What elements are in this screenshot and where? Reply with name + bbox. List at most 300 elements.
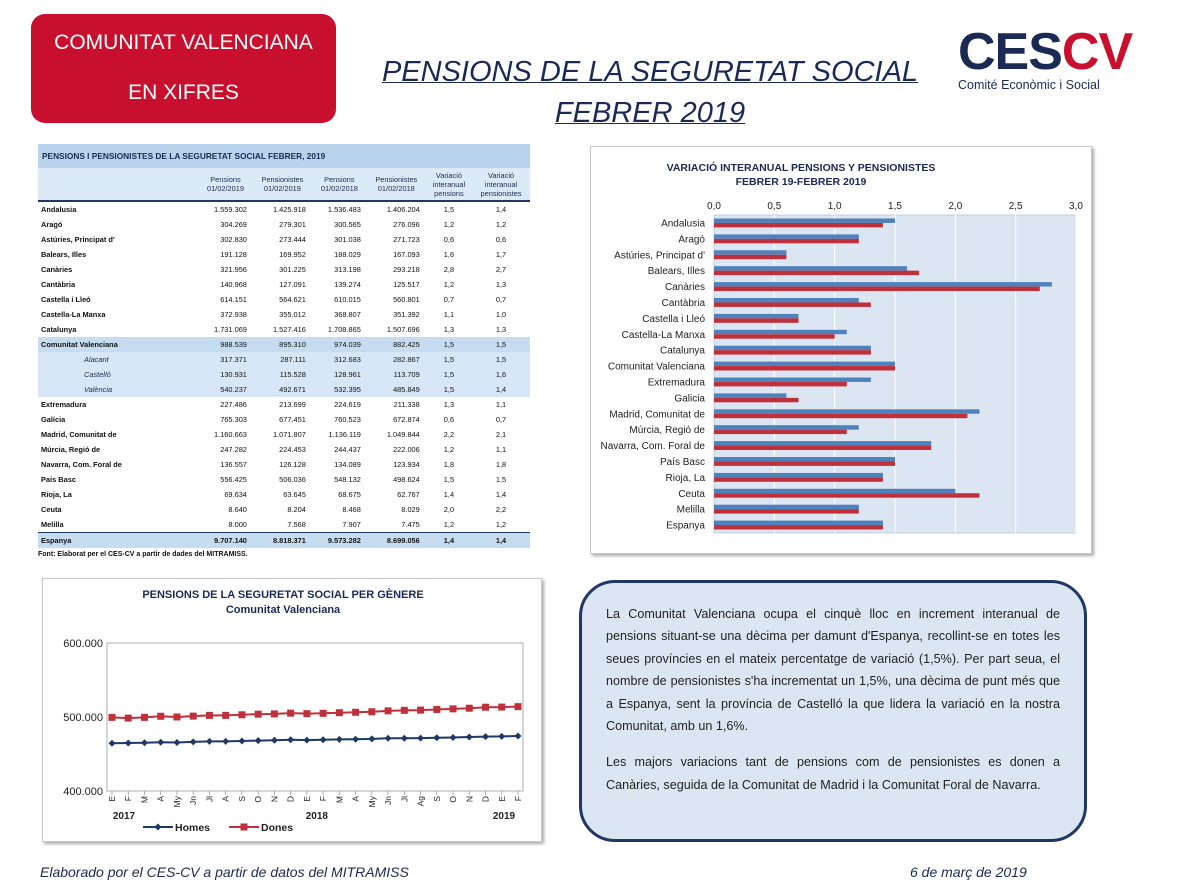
table-header-1 xyxy=(253,168,312,201)
bar-pensions xyxy=(714,250,786,254)
row-name: Canàries xyxy=(41,265,73,274)
table-cell: 8.204 xyxy=(287,505,306,514)
table-cell: 1,3 xyxy=(495,280,507,289)
table-cell: 1,2 xyxy=(495,520,507,529)
table-header-line: Pensionistes xyxy=(375,175,418,184)
table-cell: 1.536.483 xyxy=(327,205,361,214)
row-name: Castella i Lleó xyxy=(41,295,91,304)
table-cell: 227.486 xyxy=(220,400,247,409)
table-cell: 282.867 xyxy=(367,352,426,367)
table-cell: 304.269 xyxy=(220,220,247,229)
x-tick-label: Jn xyxy=(383,796,394,805)
table-cell: 895.310 xyxy=(253,337,312,352)
table-cell: 1,5 xyxy=(426,367,472,382)
table-row xyxy=(38,533,530,549)
table-cell: 7.475 xyxy=(401,520,420,529)
bar-pensionistes xyxy=(714,382,847,386)
row-name: País Basc xyxy=(41,475,76,484)
table-row xyxy=(38,262,530,277)
marker-homes xyxy=(515,732,522,739)
category-label: Castella-La Manxa xyxy=(621,329,705,341)
table-cell: 540.237 xyxy=(198,382,253,397)
marker-homes xyxy=(271,737,278,744)
table-header-line: Pensions xyxy=(210,175,241,184)
x-tick-label: Jn xyxy=(188,796,199,805)
table-cell: 1.406.204 xyxy=(386,205,420,214)
table-row xyxy=(38,517,530,533)
x-tick-label: F xyxy=(513,796,523,802)
table-cell: 211.338 xyxy=(393,400,420,409)
table-cell: 9.707.140 xyxy=(198,533,253,549)
category-label: Madrid, Comunitat de xyxy=(609,409,705,421)
marker-dones xyxy=(190,713,197,720)
bar-pensionistes xyxy=(714,271,919,275)
bar-pensionistes xyxy=(714,509,859,513)
commentary-box xyxy=(579,580,1087,842)
row-name: Balears, Illes xyxy=(41,250,87,259)
table-cell: 2,0 xyxy=(443,505,455,514)
table-cell: 279.301 xyxy=(279,220,306,229)
row-name: Astúries, Principat d' xyxy=(41,235,115,244)
badge-line1: COMUNITAT VALENCIANA xyxy=(54,31,313,54)
category-label: País Basc xyxy=(659,456,705,468)
x-tick-label: 0,0 xyxy=(707,201,721,212)
bar-pensionistes xyxy=(714,255,786,259)
y-tick-label: 600.000 xyxy=(63,638,103,650)
footer-source: Elaborado por el CES-CV a partir de datos del MITRAMISS xyxy=(40,864,409,880)
marker-homes xyxy=(368,735,375,742)
row-name: Castelló xyxy=(38,367,198,382)
table-cell: 68.675 xyxy=(338,490,361,499)
row-name: València xyxy=(38,382,198,397)
table-cell: 1,5 xyxy=(443,205,455,214)
table-cell: 532.395 xyxy=(312,382,367,397)
row-name: Melilla xyxy=(41,520,64,529)
table-cell: 498.624 xyxy=(393,475,420,484)
bar-pensions xyxy=(714,473,883,477)
table-cell: 1,3 xyxy=(495,325,507,334)
table-cell: 0,6 xyxy=(443,235,455,244)
table-header-line: 01/02/2018 xyxy=(320,184,358,193)
marker-homes xyxy=(109,740,116,747)
bar-pensions xyxy=(714,489,955,493)
title-line1: PENSIONS DE LA SEGURETAT SOCIAL xyxy=(381,56,919,88)
legend-label: Dones xyxy=(261,822,294,834)
table-cell: 134.089 xyxy=(334,460,361,469)
badge-line2: EN XIFRES xyxy=(128,81,239,104)
table-cell: 492.671 xyxy=(253,382,312,397)
table-cell: 62.767 xyxy=(397,490,420,499)
table-row xyxy=(38,397,530,412)
marker-dones xyxy=(336,709,343,716)
bar-pensionistes xyxy=(714,430,847,434)
table-cell: 2,1 xyxy=(495,430,507,439)
marker-homes xyxy=(450,734,457,741)
table-cell: 1,1 xyxy=(443,310,455,319)
table-cell: 191.128 xyxy=(220,250,247,259)
table-cell: 2,2 xyxy=(443,430,455,439)
table-cell: 0,6 xyxy=(443,415,455,424)
bar-pensionistes xyxy=(714,461,895,465)
table-cell: 1,2 xyxy=(443,280,455,289)
x-tick-label: Jl xyxy=(204,796,215,803)
table-cell: 556.425 xyxy=(220,475,247,484)
table-cell: 125.517 xyxy=(393,280,420,289)
table-cell: 1.049.844 xyxy=(386,430,420,439)
table-cell: 113.709 xyxy=(367,367,426,382)
page-title xyxy=(380,52,920,134)
table-cell: 224.453 xyxy=(279,445,306,454)
marker-homes xyxy=(141,739,148,746)
row-name: Aragó xyxy=(41,220,63,229)
table-cell: 247.282 xyxy=(220,445,247,454)
legend-marker xyxy=(155,824,162,831)
bar-pensions xyxy=(714,218,895,222)
category-label: Catalunya xyxy=(659,345,705,357)
table-cell: 1.136.119 xyxy=(328,430,361,439)
bar-pensions xyxy=(714,298,859,302)
table-cell: 69.634 xyxy=(224,490,247,499)
x-tick-label: M xyxy=(139,796,150,804)
bar-pensions xyxy=(714,393,786,397)
table-cell: 271.723 xyxy=(393,235,420,244)
x-tick-label: A xyxy=(350,796,361,802)
table-cell: 301.038 xyxy=(334,235,361,244)
row-name: Ceuta xyxy=(41,505,62,514)
x-tick-label: O xyxy=(448,796,459,803)
bar-pensions xyxy=(714,234,859,238)
x-tick-label: S xyxy=(236,796,247,802)
marker-dones xyxy=(450,705,457,712)
table-cell: 0,7 xyxy=(495,415,507,424)
commentary-paragraph-1: La Comunitat Valenciana ocupa el cinquè lloc en increment interanual de pensions situant-se una dècima per damunt d'Espanya, recollint-se en totes les seues províncies en el mateix percentatge de variació (1,5%). Per part seua, el nombre de pensionistes s'ha incrementat un 1,5%, una dècima de punt més que a Espanya, sent la província de Castelló la que lidera la variació en la nostra Comunitat, amb un 1,6%. xyxy=(606,607,1060,734)
marker-dones xyxy=(417,707,424,714)
table-cell: 222.006 xyxy=(393,445,420,454)
marker-dones xyxy=(466,705,473,712)
x-tick-label: O xyxy=(253,796,264,803)
title-line2: FEBRER 2019 xyxy=(554,97,746,129)
table-cell: 1,5 xyxy=(426,352,472,367)
marker-dones xyxy=(498,704,505,711)
category-label: Galicia xyxy=(674,393,705,405)
row-name: Alacant xyxy=(38,352,198,367)
x-tick-label: E xyxy=(301,796,312,802)
bar-pensionistes xyxy=(714,287,1040,291)
table-cell: 312.683 xyxy=(312,352,367,367)
marker-dones xyxy=(401,707,408,714)
marker-homes xyxy=(190,738,197,745)
table-cell: 1.425.918 xyxy=(273,205,306,214)
category-label: Aragó xyxy=(678,234,705,246)
table-cell: 368.807 xyxy=(334,310,361,319)
table-cell: 0,7 xyxy=(443,295,455,304)
table-cell: 7.907 xyxy=(342,520,361,529)
table-header-empty xyxy=(38,168,198,201)
table-cell: 1,1 xyxy=(495,445,507,454)
table-cell: 7.568 xyxy=(287,520,306,529)
table-cell: 372.938 xyxy=(220,310,247,319)
table-cell: 1,4 xyxy=(472,382,530,397)
table-cell: 1,7 xyxy=(495,250,507,259)
table-cell: 287.111 xyxy=(253,352,312,367)
table-header-line: interanual xyxy=(484,179,518,189)
table-title: PENSIONS I PENSIONISTES DE LA SEGURETAT SOCIAL FEBRER, 2019 xyxy=(38,144,530,168)
table-header-0 xyxy=(198,168,253,201)
category-label: Espanya xyxy=(666,520,705,532)
y-tick-label: 500.000 xyxy=(63,712,103,724)
logo-subtitle: Comité Econòmic i Social xyxy=(958,78,1100,92)
table-cell: 1,1 xyxy=(495,400,507,409)
table-cell: 1,2 xyxy=(495,220,507,229)
marker-dones xyxy=(433,706,440,713)
table-cell: 351.392 xyxy=(393,310,420,319)
bar-chart-title: VARIACIÓ INTERANUAL PENSIONS Y PENSIONISTES xyxy=(666,162,936,174)
bar-pensions xyxy=(714,282,1052,286)
table-cell: 1.527.416 xyxy=(273,325,306,334)
category-label: Navarra, Com. Foral de xyxy=(600,441,705,453)
table-cell: 614.151 xyxy=(220,295,247,304)
table-header-line: Pensions xyxy=(324,175,355,184)
table-cell: 276.096 xyxy=(393,220,420,229)
x-tick-label: F xyxy=(318,796,329,802)
x-tick-label: 2,0 xyxy=(948,201,963,212)
table-cell: 1,0 xyxy=(495,310,507,319)
bar-chart-panel xyxy=(590,146,1092,554)
table-header-4 xyxy=(426,168,472,201)
table-cell: 136.557 xyxy=(220,460,247,469)
table-row xyxy=(38,442,530,457)
table-cell: 1,5 xyxy=(472,352,530,367)
table-cell: 0,6 xyxy=(495,235,507,244)
table-cell: 130.931 xyxy=(198,367,253,382)
table-cell: 1.507.696 xyxy=(386,325,420,334)
marker-homes xyxy=(206,738,213,745)
row-name: Catalunya xyxy=(41,325,77,334)
line-chart-title: PENSIONS DE LA SEGURETAT SOCIAL PER GÈNERE xyxy=(142,589,424,601)
row-name: Madrid, Comunitat de xyxy=(41,430,117,439)
category-label: Comunitat Valenciana xyxy=(607,361,705,373)
table-cell: 1,4 xyxy=(443,490,455,499)
table-row xyxy=(38,382,530,397)
table-cell: 1,2 xyxy=(443,520,455,529)
bar-pensionistes xyxy=(714,334,835,338)
row-name: Múrcia, Regió de xyxy=(41,445,101,454)
x-tick-label: S xyxy=(431,796,442,802)
marker-dones xyxy=(482,704,489,711)
bar-pensionistes xyxy=(714,302,871,306)
table-cell: 167.093 xyxy=(393,250,420,259)
x-tick-label: 1,0 xyxy=(827,201,842,212)
table-header-2 xyxy=(312,168,367,201)
bar-pensionistes xyxy=(714,446,931,450)
marker-homes xyxy=(238,737,245,744)
category-label: Astúries, Principat d' xyxy=(614,250,705,262)
table-cell: 610.015 xyxy=(334,295,361,304)
x-tick-label: M xyxy=(334,796,345,804)
bar-pensions xyxy=(714,346,871,350)
bar-pensionistes xyxy=(714,350,871,354)
table-cell: 1.071.807 xyxy=(273,430,306,439)
table-cell: 1,6 xyxy=(443,250,455,259)
table-header-line: Variació xyxy=(435,170,462,180)
table-cell: 8.640 xyxy=(228,505,247,514)
table-cell: 882.425 xyxy=(367,337,426,352)
table-row xyxy=(38,292,530,307)
table-cell: 139.274 xyxy=(334,280,361,289)
table-row xyxy=(38,277,530,292)
marker-homes xyxy=(255,737,262,744)
row-name: Andalusia xyxy=(41,205,77,214)
series-line-dones xyxy=(112,707,518,718)
table-cell: 273.444 xyxy=(279,235,306,244)
table-cell: 1,4 xyxy=(472,533,530,549)
marker-dones xyxy=(368,708,375,715)
marker-homes xyxy=(466,734,473,741)
x-tick-label: Ag xyxy=(415,796,426,807)
category-label: Múrcia, Regió de xyxy=(629,425,705,437)
bar-pensionistes xyxy=(714,398,798,402)
row-name: Extremadura xyxy=(41,400,87,409)
bar-pensions xyxy=(714,377,871,381)
table-cell: 313.198 xyxy=(334,265,361,274)
marker-dones xyxy=(287,710,294,717)
table-header-line: pensions xyxy=(434,188,464,198)
bar-pensionistes xyxy=(714,366,895,370)
table-row xyxy=(38,337,530,352)
table-cell: 317.371 xyxy=(198,352,253,367)
logo-part1: CES xyxy=(958,23,1062,81)
marker-homes xyxy=(222,738,229,745)
bar-pensions xyxy=(714,362,895,366)
marker-dones xyxy=(222,712,229,719)
bar-pensionistes xyxy=(714,318,798,322)
x-tick-label: My xyxy=(366,796,377,808)
table-header-5 xyxy=(472,168,530,201)
table-cell: 677.451 xyxy=(279,415,306,424)
row-name: Galícia xyxy=(41,415,66,424)
bar-pensionistes xyxy=(714,239,859,243)
table-cell: 1,2 xyxy=(443,220,455,229)
table-cell: 974.039 xyxy=(312,337,367,352)
marker-dones xyxy=(320,710,327,717)
table-row xyxy=(38,201,530,217)
table-cell: 1,5 xyxy=(443,475,455,484)
marker-dones xyxy=(125,715,132,722)
table-row xyxy=(38,247,530,262)
bar-chart xyxy=(591,147,1091,553)
table-cell: 1,5 xyxy=(426,382,472,397)
table-cell: 672.874 xyxy=(393,415,420,424)
table-header-line: 01/02/2019 xyxy=(206,184,244,193)
table-row xyxy=(38,217,530,232)
y-tick-label: 400.000 xyxy=(63,786,103,798)
commentary-paragraph-2: Les majors variacions tant de pensions com de pensionistes es donen a Canàries, seguida de la Comunitat de Madrid i la Comunitat Foral de Navarra. xyxy=(606,755,1060,792)
x-tick-label: 2,5 xyxy=(1008,201,1023,212)
marker-dones xyxy=(206,712,213,719)
marker-dones xyxy=(173,714,180,721)
x-tick-label: N xyxy=(464,796,475,803)
table-row xyxy=(38,457,530,472)
table-header-line: 01/02/2019 xyxy=(263,184,301,193)
category-label: Andalusia xyxy=(661,218,705,230)
marker-homes xyxy=(320,736,327,743)
bar-pensions xyxy=(714,266,907,270)
legend-marker xyxy=(241,824,248,831)
x-tick-label: A xyxy=(220,796,231,802)
bar-pensionistes xyxy=(714,525,883,529)
table-header-line: 01/02/2018 xyxy=(377,184,415,193)
bar-pensions xyxy=(714,425,859,429)
marker-dones xyxy=(141,714,148,721)
table-cell: 2,8 xyxy=(443,265,455,274)
table-cell: 1.559.302 xyxy=(214,205,247,214)
bar-pensions xyxy=(714,409,979,413)
marker-homes xyxy=(303,737,310,744)
table-cell: 1,4 xyxy=(495,205,507,214)
year-label: 2018 xyxy=(305,811,329,822)
line-chart-subtitle: Comunitat Valenciana xyxy=(225,604,341,616)
marker-homes xyxy=(352,736,359,743)
x-tick-label: N xyxy=(269,796,280,803)
marker-dones xyxy=(238,711,245,718)
table-cell: 293.218 xyxy=(393,265,420,274)
bar-pensionistes xyxy=(714,477,883,481)
table-cell: 321.956 xyxy=(220,265,247,274)
table-cell: 2,7 xyxy=(495,265,507,274)
table-cell: 1,4 xyxy=(495,490,507,499)
table-cell: 63.645 xyxy=(283,490,306,499)
table-cell: 169.952 xyxy=(279,250,306,259)
table-cell: 560.801 xyxy=(393,295,420,304)
table-cell: 1,5 xyxy=(472,337,530,352)
table-cell: 8.818.371 xyxy=(253,533,312,549)
marker-homes xyxy=(417,735,424,742)
table-row xyxy=(38,322,530,337)
table-cell: 8.000 xyxy=(228,520,247,529)
table-header-line: Variació xyxy=(487,170,515,180)
marker-dones xyxy=(271,710,278,717)
category-label: Melilla xyxy=(676,504,705,516)
table-cell: 760.523 xyxy=(334,415,361,424)
bar-pensions xyxy=(714,521,883,525)
table-cell: 128.961 xyxy=(312,367,367,382)
x-tick-label: E xyxy=(107,796,117,802)
marker-homes xyxy=(433,734,440,741)
table-cell: 1.731.069 xyxy=(214,325,247,334)
table-cell: 300.565 xyxy=(334,220,361,229)
pensions-table xyxy=(38,144,530,558)
table-cell: 188.029 xyxy=(334,250,361,259)
table-row xyxy=(38,232,530,247)
table-cell: 1,8 xyxy=(495,460,507,469)
category-label: Cantàbria xyxy=(661,297,705,309)
category-label: Rioja, La xyxy=(665,472,705,484)
line-chart-panel xyxy=(42,578,542,842)
table-row xyxy=(38,472,530,487)
category-label: Balears, Illes xyxy=(647,266,705,278)
table-cell: 8.468 xyxy=(342,505,361,514)
table-cell: 485.849 xyxy=(367,382,426,397)
marker-homes xyxy=(287,736,294,743)
table-row xyxy=(38,487,530,502)
table-cell: 1,6 xyxy=(472,367,530,382)
row-name: Rioja, La xyxy=(41,490,72,499)
table-cell: 1,5 xyxy=(495,475,507,484)
table-row xyxy=(38,367,530,382)
x-tick-label: A xyxy=(155,796,166,802)
row-name: Navarra, Com. Foral de xyxy=(41,460,122,469)
table-cell: 301.225 xyxy=(279,265,306,274)
